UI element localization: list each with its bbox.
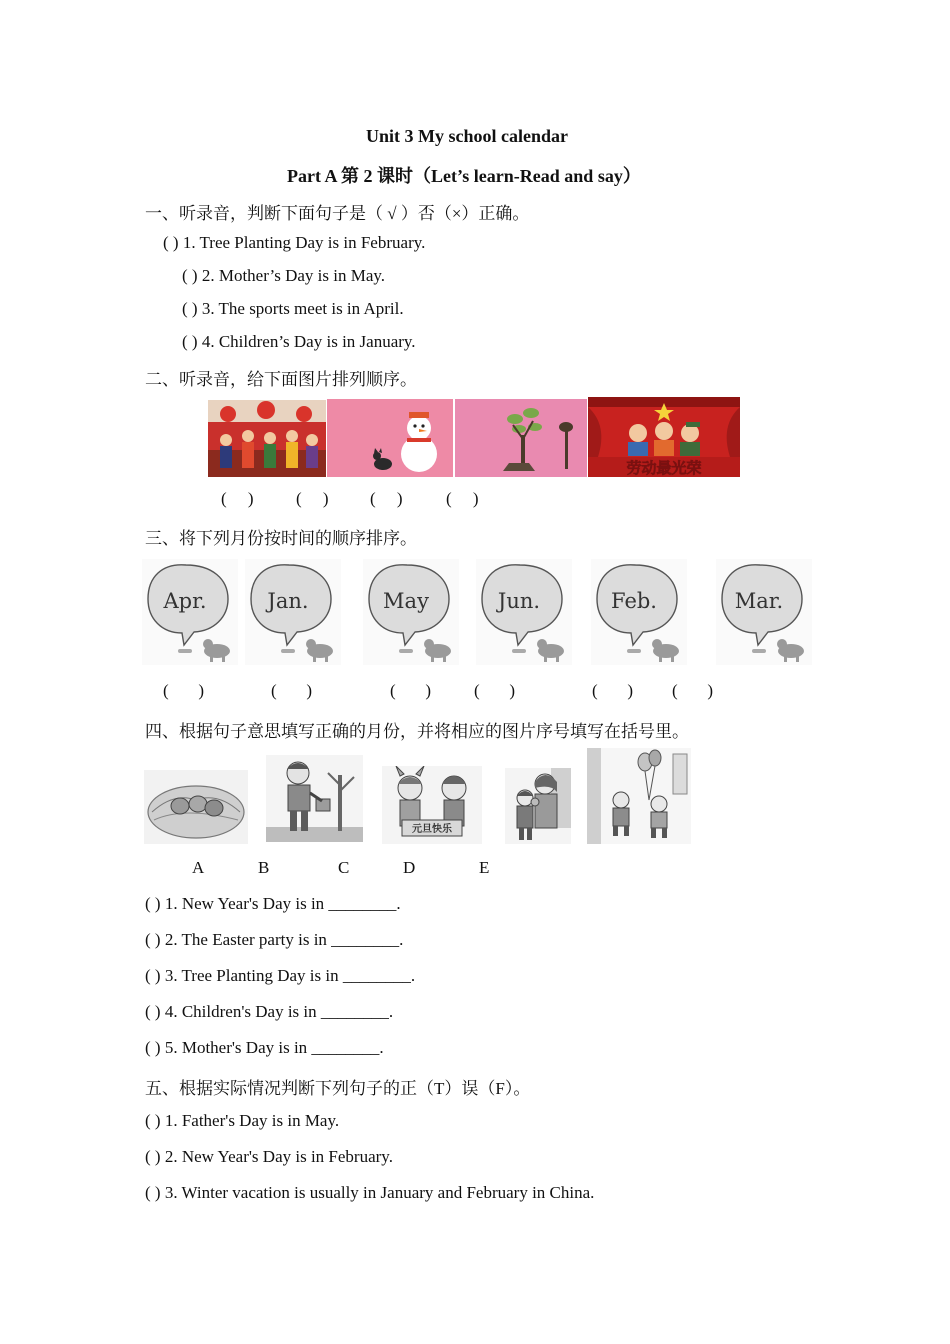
section4-heading: 四、根据句子意思填写正确的月份，并将相应的图片序号填写在括号里。 bbox=[145, 722, 689, 741]
page-subtitle: Part A 第 2 课时（Let’s learn-Read and say） bbox=[287, 166, 641, 186]
section3-blank[interactable]: ( ) bbox=[163, 681, 205, 700]
section1-item: ( ) 1. Tree Planting Day is in February. bbox=[163, 233, 426, 252]
labour-day-poster bbox=[588, 397, 740, 477]
section5-item: ( ) 3. Winter vacation is usually in January and February in China. bbox=[145, 1183, 595, 1202]
new-year-sign-text: 元旦快乐 bbox=[412, 824, 452, 835]
section5-item: ( ) 2. New Year's Day is in February. bbox=[145, 1147, 393, 1166]
tree-planting-picture bbox=[455, 399, 587, 477]
month-label: Jan. bbox=[267, 589, 309, 613]
month-bubble-apr bbox=[142, 559, 238, 665]
section5-heading: 五、根据实际情况判断下列句子的正（T）误（F）。 bbox=[145, 1079, 531, 1098]
month-bubble-jun bbox=[476, 559, 572, 665]
month-bubble-jan bbox=[245, 559, 341, 665]
section3-blank[interactable]: ( ) bbox=[672, 681, 714, 700]
month-label: May bbox=[383, 589, 429, 613]
picture-letter-d: D bbox=[403, 858, 416, 877]
section5-item: ( ) 1. Father's Day is in May. bbox=[145, 1111, 340, 1130]
section4-item: ( ) 5. Mother's Day is in ________. bbox=[145, 1038, 384, 1057]
section2-blank[interactable]: ( ) bbox=[296, 489, 329, 508]
section1-item: ( ) 3. The sports meet is in April. bbox=[182, 299, 404, 318]
month-bubble-feb bbox=[591, 559, 687, 665]
section3-blank[interactable]: ( ) bbox=[592, 681, 634, 700]
poster-text: 劳动最光荣 bbox=[626, 459, 702, 477]
month-label: Mar. bbox=[734, 589, 784, 613]
section4-item: ( ) 2. The Easter party is in ________. bbox=[145, 930, 404, 949]
section3-heading: 三、将下列月份按时间的顺序排序。 bbox=[145, 529, 417, 548]
picture-letter-b: B bbox=[258, 858, 270, 877]
section2-blank[interactable]: ( ) bbox=[446, 489, 479, 508]
spring-festival-picture bbox=[208, 400, 326, 477]
easter-nest-picture bbox=[144, 770, 248, 844]
section1-heading: 一、听录音，判断下面句子是（ √ ）否（×）正确。 bbox=[145, 204, 530, 223]
section1-item: ( ) 2. Mother’s Day is in May. bbox=[182, 266, 386, 285]
page-title: Unit 3 My school calendar bbox=[366, 126, 568, 146]
section2-blank[interactable]: ( ) bbox=[221, 489, 254, 508]
section4-item: ( ) 3. Tree Planting Day is in ________. bbox=[145, 966, 416, 985]
section3-blank[interactable]: ( ) bbox=[390, 681, 432, 700]
section3-blank[interactable]: ( ) bbox=[271, 681, 313, 700]
picture-letter-e: E bbox=[479, 858, 490, 877]
section2-heading: 二、听录音，给下面图片排列顺序。 bbox=[145, 370, 417, 389]
section1-item: ( ) 4. Children’s Day is in January. bbox=[182, 332, 416, 351]
boy-planting-picture bbox=[266, 755, 363, 842]
picture-letter-c: C bbox=[338, 858, 350, 877]
section4-item: ( ) 1. New Year's Day is in ________. bbox=[145, 894, 401, 913]
childrens-day-picture bbox=[587, 748, 691, 844]
section4-item: ( ) 4. Children's Day is in ________. bbox=[145, 1002, 394, 1021]
new-year-kids-picture bbox=[382, 766, 482, 844]
month-label: Apr. bbox=[163, 589, 207, 613]
month-label: Feb. bbox=[611, 589, 657, 613]
month-label: Jun. bbox=[497, 589, 541, 613]
month-bubble-mar bbox=[716, 559, 812, 665]
snowman-picture bbox=[327, 396, 453, 477]
month-bubble-may bbox=[363, 559, 459, 665]
section3-blank[interactable]: ( ) bbox=[474, 681, 516, 700]
mother-child-picture bbox=[505, 768, 571, 844]
picture-letter-a: A bbox=[192, 858, 205, 877]
section2-blank[interactable]: ( ) bbox=[370, 489, 403, 508]
